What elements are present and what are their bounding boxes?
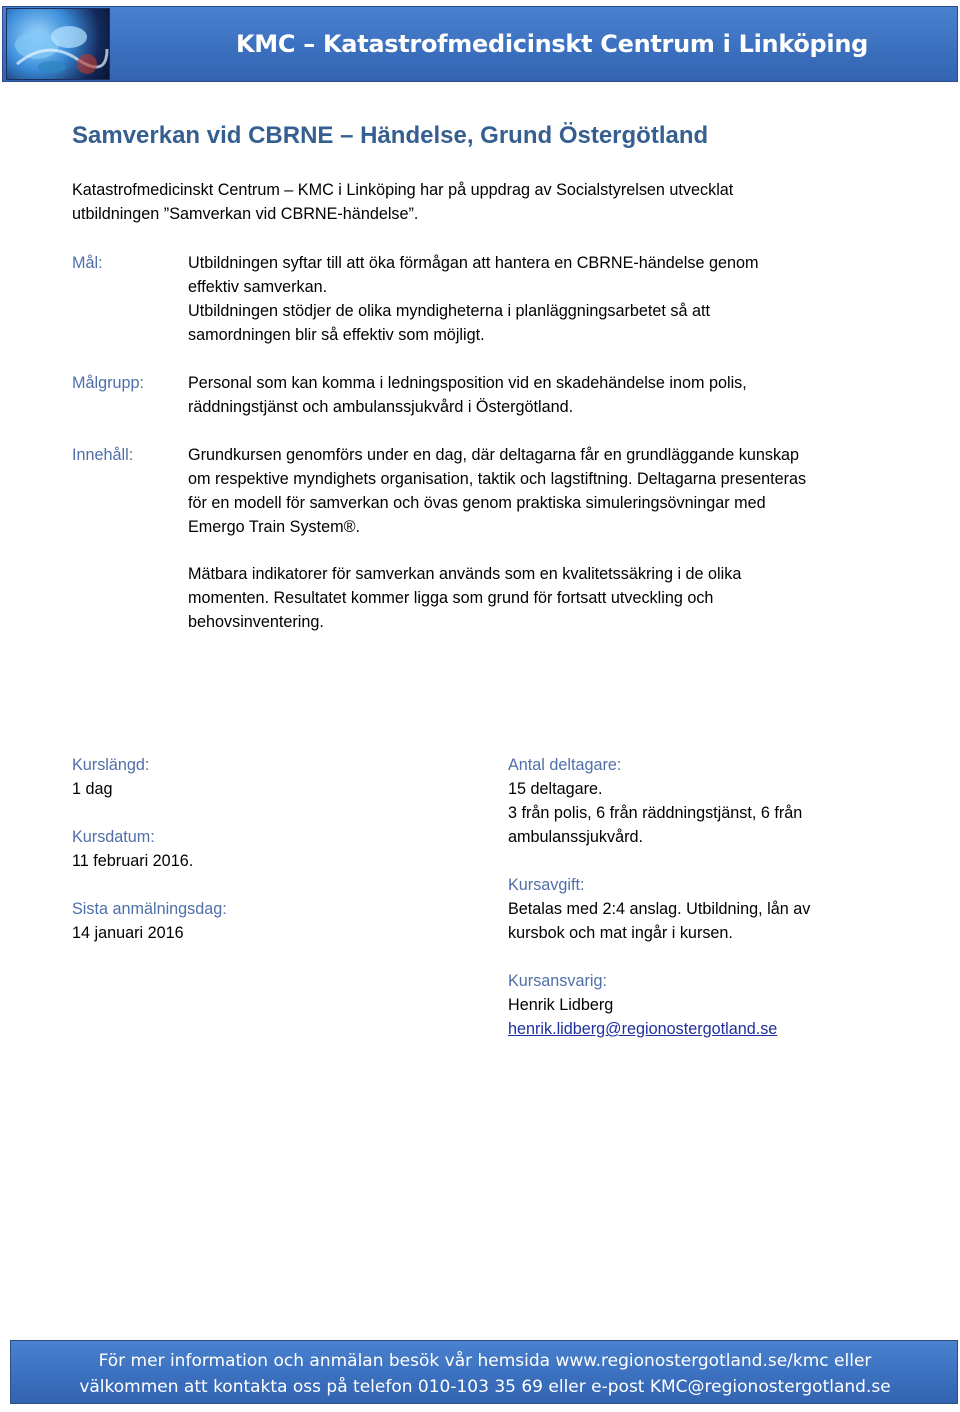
text-line: effektiv samverkan. <box>188 278 328 296</box>
section-body-innehall <box>188 443 908 539</box>
footer-line: För mer information och anmälan besök vår hemsida www.regionostergotland.se/kmc eller <box>98 1351 872 1371</box>
text-line: Mätbara indikatorer för samverkan används som en kvalitetssäkring i de olika <box>188 565 742 583</box>
antal-deltagare-detail: 3 från polis, 6 från räddningstjänst, 6 från <box>508 804 803 822</box>
kursansvarig-email-link[interactable]: henrik.lidberg@regionostergotland.se <box>508 1020 778 1038</box>
text-line: Grundkursen genomförs under en dag, där deltagarna får en grundläggande kunskap <box>188 446 800 464</box>
kursavgift-label: Kursavgift: <box>508 876 585 894</box>
intro-paragraph <box>72 178 872 226</box>
kurslangd-label: Kurslängd: <box>72 756 150 774</box>
text-line: Utbildningen syftar till att öka förmågan att hantera en CBRNE-händelse genom <box>188 254 759 272</box>
info-left-column <box>72 753 452 945</box>
text-line: behovsinventering. <box>188 613 324 631</box>
section-label-mal: Mål: <box>72 254 103 272</box>
section-label-malgrupp: Målgrupp: <box>72 374 144 392</box>
kursavgift-value: kursbok och mat ingår i kursen. <box>508 924 733 942</box>
info-right-column <box>508 753 928 1041</box>
kmc-logo <box>6 8 110 80</box>
kurslangd-value: 1 dag <box>72 780 113 798</box>
kursdatum-value: 11 februari 2016. <box>72 852 194 870</box>
antal-deltagare-label: Antal deltagare: <box>508 756 622 774</box>
antal-deltagare-value: 15 deltagare. <box>508 780 603 798</box>
intro-line: Katastrofmedicinskt Centrum – KMC i Linköping har på uppdrag av Socialstyrelsen utvecklat <box>72 181 734 199</box>
text-line: räddningstjänst och ambulanssjukvård i Östergötland. <box>188 398 574 416</box>
kursdatum-label: Kursdatum: <box>72 828 155 846</box>
sista-anmalningsdag-value: 14 januari 2016 <box>72 924 184 942</box>
section-body-malgrupp <box>188 371 888 419</box>
page-title: Samverkan vid CBRNE – Händelse, Grund Östergötland <box>72 122 709 149</box>
intro-line: utbildningen ”Samverkan vid CBRNE-händelse”. <box>72 205 419 223</box>
kursavgift-value: Betalas med 2:4 anslag. Utbildning, lån av <box>508 900 811 918</box>
text-line: Utbildningen stödjer de olika myndigheterna i planläggningsarbetet så att <box>188 302 710 320</box>
text-line: samordningen blir så effektiv som möjligt. <box>188 326 485 344</box>
text-line: momenten. Resultatet kommer ligga som grund för fortsatt utveckling och <box>188 589 714 607</box>
section-label-innehall: Innehåll: <box>72 446 134 464</box>
header-title: KMC – Katastrofmedicinskt Centrum i Linköping <box>236 30 868 58</box>
text-line: för en modell för samverkan och övas genom praktiska simuleringsövningar med <box>188 494 766 512</box>
text-line: Personal som kan komma i ledningsposition vid en skadehändelse inom polis, <box>188 374 747 392</box>
section-body-mal <box>188 251 888 347</box>
text-line: Emergo Train System®. <box>188 518 361 536</box>
antal-deltagare-detail: ambulanssjukvård. <box>508 828 643 846</box>
kursansvarig-label: Kursansvarig: <box>508 972 607 990</box>
text-line: om respektive myndighets organisation, taktik och lagstiftning. Deltagarna presenteras <box>188 470 807 488</box>
footer-bar <box>10 1340 958 1404</box>
kursansvarig-name: Henrik Lidberg <box>508 996 614 1014</box>
footer-line: välkommen att kontakta oss på telefon 010-103 35 69 eller e-post KMC@regionostergotland.se <box>79 1377 891 1397</box>
section-body-innehall-2 <box>188 562 908 634</box>
sista-anmalningsdag-label: Sista anmälningsdag: <box>72 900 227 918</box>
